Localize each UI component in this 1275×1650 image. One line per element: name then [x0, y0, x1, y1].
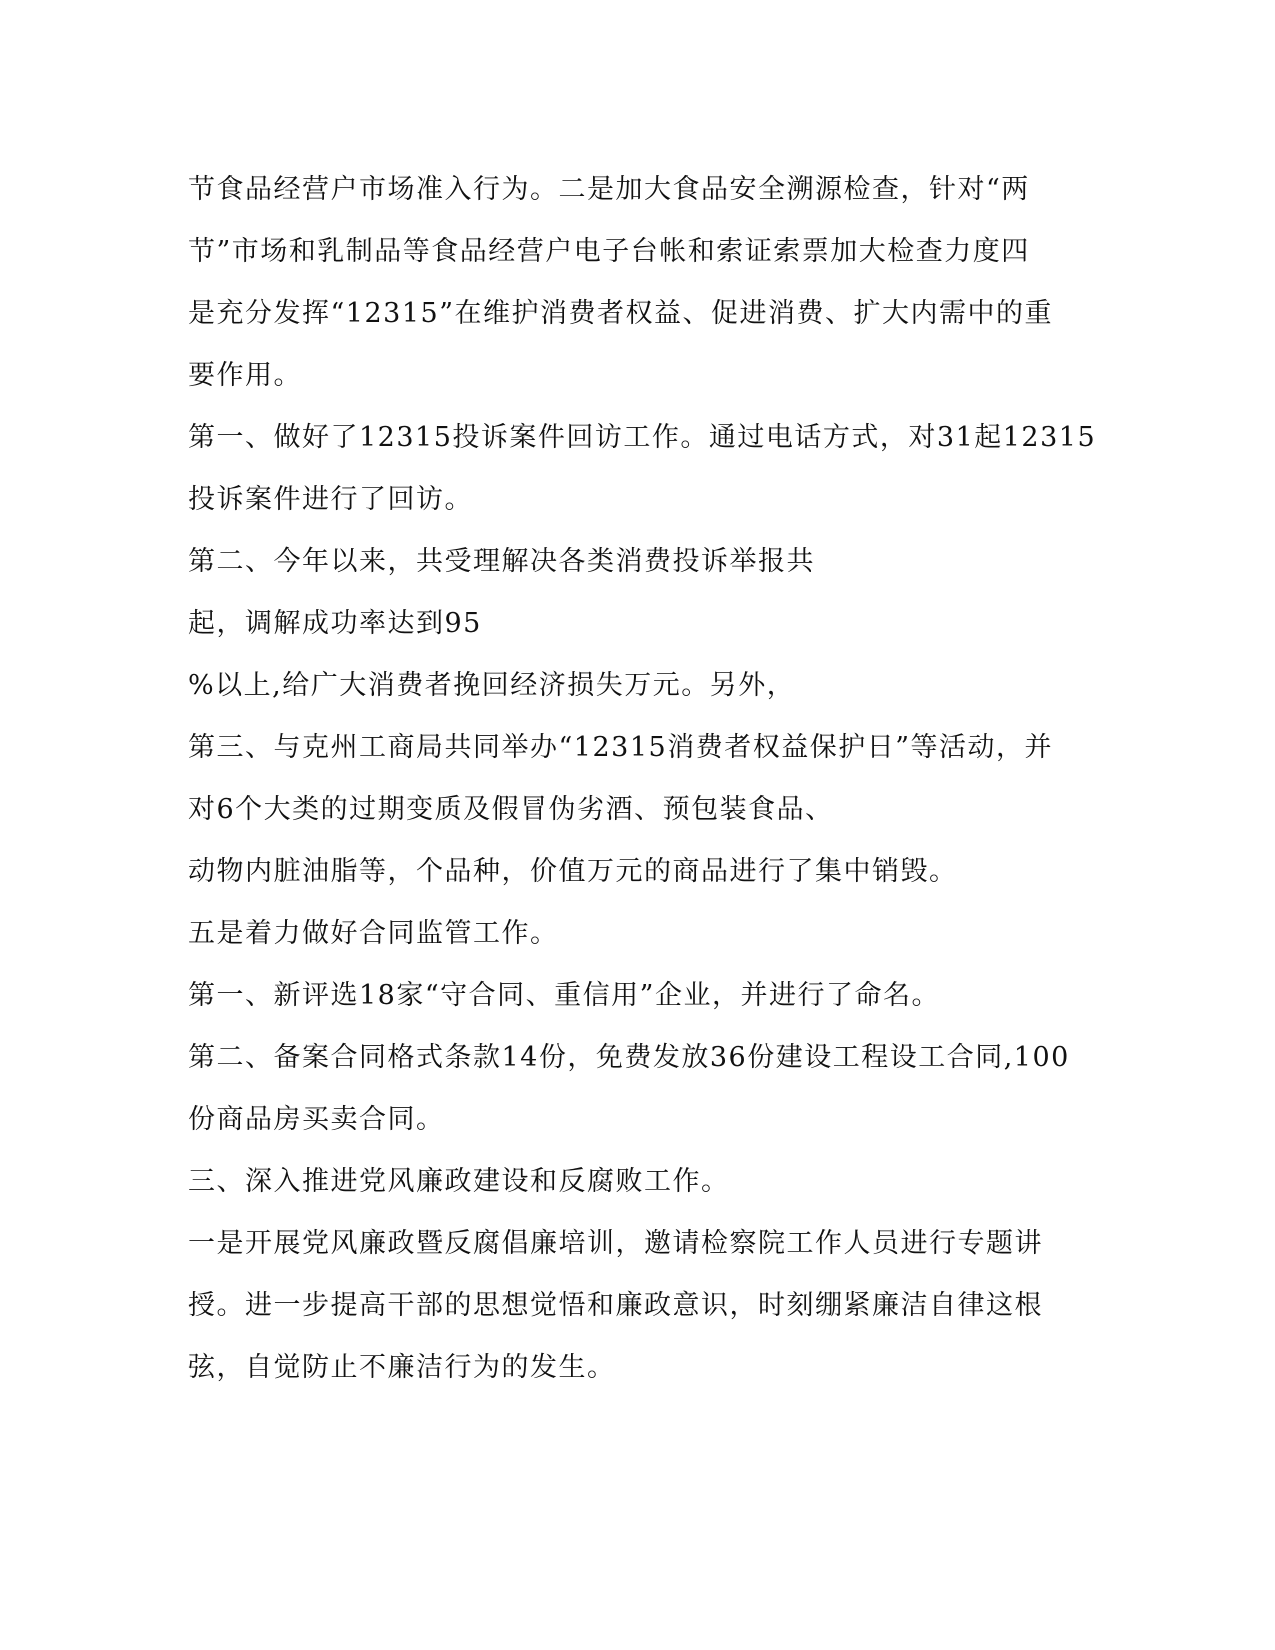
text-line: %以上,给广大消费者挽回经济损失万元。另外，: [188, 670, 796, 701]
document-body: [188, 168, 1097, 1408]
text-line: 节食品经营户市场准入行为。二是加大食品安全溯源检查，针对“两: [188, 174, 1030, 205]
text-line: 动物内脏油脂等，个品种，价值万元的商品进行了集中销毁。: [188, 856, 958, 887]
text-line: 是充分发挥“12315”在维护消费者权益、促进消费、扩大内需中的重: [188, 298, 1053, 329]
text-line: 弦，自觉防止不廉洁行为的发生。: [188, 1352, 616, 1383]
text-line: 份商品房买卖合同。: [188, 1104, 445, 1135]
text-line: 要作用。: [188, 360, 302, 391]
text-line: 第一、做好了12315投诉案件回访工作。通过电话方式，对31起12315: [188, 422, 1097, 453]
text-line: 投诉案件进行了回访。: [188, 484, 473, 515]
text-line: 第二、今年以来，共受理解决各类消费投诉举报共: [188, 546, 815, 577]
text-line: 节”市场和乳制品等食品经营户电子台帐和索证索票加大检查力度四: [188, 236, 1030, 267]
text-line: 三、深入推进党风廉政建设和反腐败工作。: [188, 1166, 730, 1197]
text-line: 对6个大类的过期变质及假冒伪劣酒、预包装食品、: [188, 794, 834, 825]
text-line: 一是开展党风廉政暨反腐倡廉培训，邀请检察院工作人员进行专题讲: [188, 1228, 1043, 1259]
text-line: 第三、与克州工商局共同举办“12315消费者权益保护日”等活动，并: [188, 732, 1053, 763]
text-line: 第一、新评选18家“守合同、重信用”企业，并进行了命名。: [188, 980, 940, 1011]
text-line: 第二、备案合同格式条款14份，免费发放36份建设工程设工合同,100: [188, 1042, 1070, 1073]
text-line: 起，调解成功率达到95: [188, 608, 482, 639]
text-line: 授。进一步提高干部的思想觉悟和廉政意识，时刻绷紧廉洁自律这根: [188, 1290, 1043, 1321]
text-line: 五是着力做好合同监管工作。: [188, 918, 559, 949]
